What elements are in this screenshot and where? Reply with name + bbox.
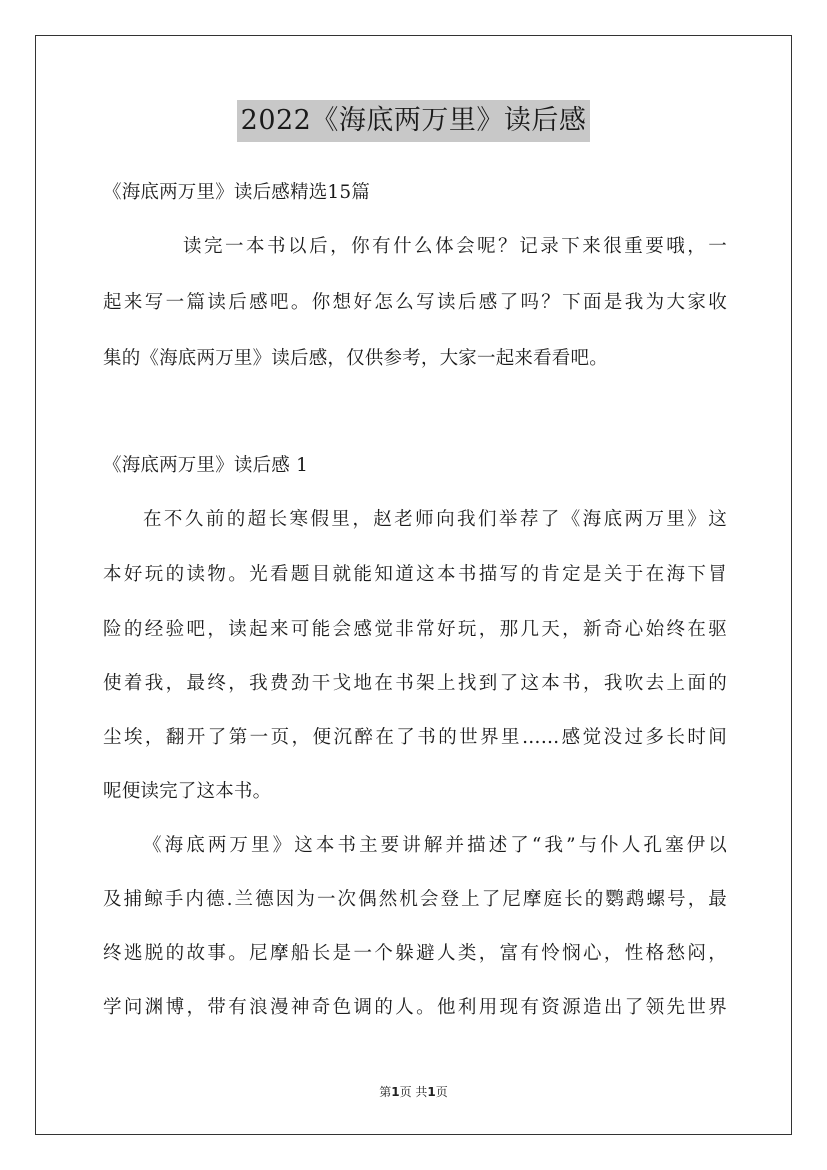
paragraph-line: 终逃脱的故事。尼摩船长是一个躲避人类，富有怜悯心，性格愁闷，	[103, 943, 727, 964]
document-subtitle: 《海底两万里》读后感精选15篇	[103, 182, 371, 203]
document-title: 2022《海底两万里》读后感	[237, 100, 591, 142]
paragraph-line: 学问渊博，带有浪漫神奇色调的人。他利用现有资源造出了领先世界	[103, 997, 727, 1018]
footer-total-pages: 1	[427, 1085, 436, 1099]
paragraph-line: 使着我，最终，我费劲干戈地在书架上找到了这本书，我吹去上面的	[103, 673, 727, 694]
footer-suffix: 页	[435, 1085, 448, 1099]
footer-page-number: 1	[391, 1085, 400, 1099]
paragraph-line: 尘埃，翻开了第一页，便沉醉在了书的世界里……感觉没过多长时间	[103, 727, 727, 748]
paragraph-line: 本好玩的读物。光看题目就能知道这本书描写的肯定是关于在海下冒	[103, 564, 727, 585]
paragraph-line: 及捕鲸手内德.兰德因为一次偶然机会登上了尼摩庭长的鹦鹉螺号，最	[103, 889, 727, 910]
footer-prefix: 第	[379, 1085, 392, 1099]
paragraph-line: 《海底两万里》这本书主要讲解并描述了“我”与仆人孔塞伊以	[143, 835, 727, 856]
section-heading: 《海底两万里》读后感 1	[103, 455, 309, 476]
intro-line: 起来写一篇读后感吧。你想好怎么写读后感了吗？下面是我为大家收	[103, 292, 727, 313]
intro-line: 集的《海底两万里》读后感，仅供参考，大家一起来看看吧。	[103, 348, 608, 369]
paragraph-line: 在不久前的超长寒假里，赵老师向我们举荐了《海底两万里》这	[143, 509, 727, 530]
paragraph-line: 呢便读完了这本书。	[103, 781, 272, 802]
intro-line: 读完一本书以后，你有什么体会呢？记录下来很重要哦，一	[183, 236, 727, 257]
paragraph-line: 险的经验吧，读起来可能会感觉非常好玩，那几天，新奇心始终在驱	[103, 619, 727, 640]
title-container	[0, 100, 827, 142]
footer-mid: 页 共	[399, 1085, 428, 1099]
page-footer	[0, 1083, 827, 1100]
